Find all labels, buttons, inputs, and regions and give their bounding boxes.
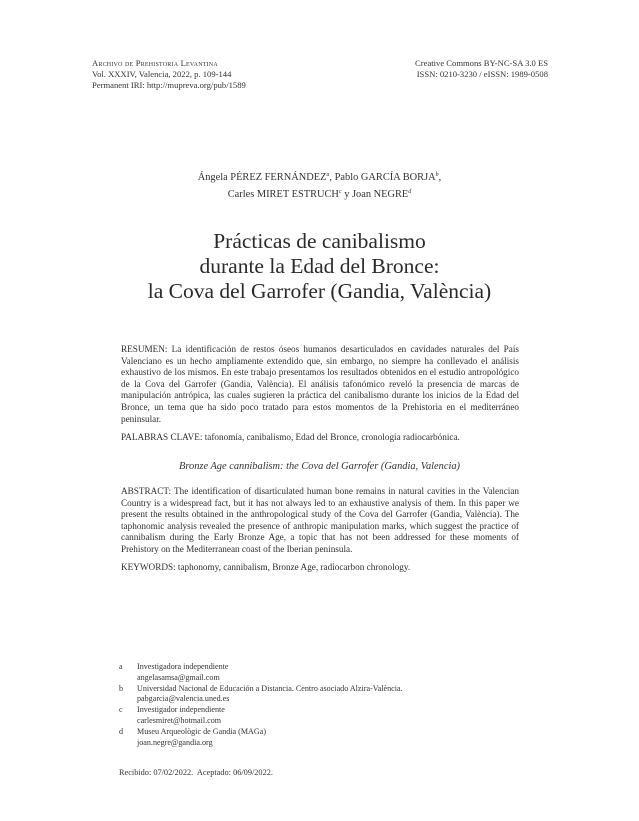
footnote-body [137,727,266,749]
footnote [119,727,403,749]
author-line-2 [0,185,639,202]
footnote-letter: b [119,683,124,693]
license-header [415,58,548,80]
author-separator: , [438,172,442,183]
journal-header [92,58,246,91]
affiliation-mark: b [435,172,439,178]
footnote-email[interactable]: carlesmiret@hotmail.com [137,715,222,725]
footnote-affiliation: Investigadora independiente [137,662,229,671]
footnote [119,705,403,727]
author-name: Pablo GARCÍA BORJA [334,172,436,183]
author-name: Carles MIRET ESTRUCH [227,189,339,200]
author-list [0,168,639,202]
footnote [119,662,403,684]
title-line: Prácticas de canibalismo [213,229,426,253]
footnote [119,684,403,706]
title-line: la Cova del Garrofer (Gandia, València) [147,279,492,303]
palabras-clave: PALABRAS CLAVE: tafonomía, canibalismo, Edad del Bronce, cronología radiocarbónica. [121,432,460,442]
permanent-iri[interactable]: Permanent IRI: http://mupreva.org/pub/1589 [92,80,246,90]
footnote-email[interactable]: pabgarcia@valencia.uned.es [137,694,230,704]
footnote-affiliation: Museu Arqueològic de Gandia (MAGa) [137,726,267,736]
received-accepted-dates: Recibido: 07/02/2022. Aceptado: 06/09/2022. [119,768,273,777]
author-separator: y [341,189,352,200]
author-name: Joan NEGRE [352,189,409,200]
footnote-email[interactable]: angelasamsa@gmail.com [137,672,220,682]
issn: ISSN: 0210-3230 / eISSN: 1989-0508 [416,69,548,79]
author-separator: , [329,172,335,183]
title-line: durante la Edad del Bronce: [199,254,440,278]
abstract-paragraph: ABSTRACT: The identification of disarticulated human bone remains in natural cavities in the Valencian Country is a widespread fact, but it has not always led to an exhaustive analysis of them. In this paper we present the results obtained in the anthropological study of the Cova del Garrofer (Gandia, València). The taphonomic analysis revealed the presence of anthropic manipulation marks, which suggest the practice of cannibalism during the Early Bronze Age, a topic that has not been addressed for these moments of Prehistory on the Mediterranean coast of the Iberian peninsula. [121,486,519,554]
footnote-body [137,662,228,684]
affiliation-mark: a [326,172,330,178]
author-line-1 [0,168,639,185]
affiliation-mark: c [338,189,342,195]
footnote-affiliation: Universidad Nacional de Educación a Distancia. Centro asociado Alzira-València. [137,683,403,693]
footnote-body [137,684,403,706]
footnote-letter: c [119,705,123,715]
author-name: Ángela PÉREZ FERNÁNDEZ [197,172,327,183]
volume-line: Vol. XXXIV, Valencia, 2022, p. 109-144 [92,69,232,79]
footnote-letter: a [119,662,123,671]
footnote-body [137,705,225,727]
footnote-email[interactable]: joan.negre@gandia.org [137,737,213,747]
affiliation-footnotes [119,662,403,748]
keywords: KEYWORDS: taphonomy, cannibalism, Bronze Age, radiocarbon chronology. [121,562,411,572]
resumen-paragraph: RESUMEN: La identificación de restos óseos humanos desarticulados en cavidades naturales del País Valenciano es un hecho ampliamente extendido que, sin embargo, no siempre ha conllevado el análisis exhaustivo de los mismos. En este trabajo presentamos los resultados obtenidos en el estudio antropológico de la Cova del Garrofer (Gandia, València). El análisis tafonómico reveló la presencia de marcas de manipulación antrópica, las cuales sugieren la práctica del canibalismo durante los inicios de la Edad del Bronce, un tema que ha sido poco tratado para estos momentos de la Prehistoria en el mediterráneo peninsular. [121,344,519,424]
affiliation-mark: d [408,189,412,195]
english-title: Bronze Age cannibalism: the Cova del Garrofer (Gandia, Valencia) [179,461,460,472]
license: Creative Commons BY-NC-SA 3.0 ES [415,58,548,68]
footnote-letter: d [119,726,124,736]
footnote-affiliation: Investigador independiente [137,705,225,715]
journal-name: Archivo de Prehistoria Levantina [92,58,218,68]
article-title [0,229,639,304]
